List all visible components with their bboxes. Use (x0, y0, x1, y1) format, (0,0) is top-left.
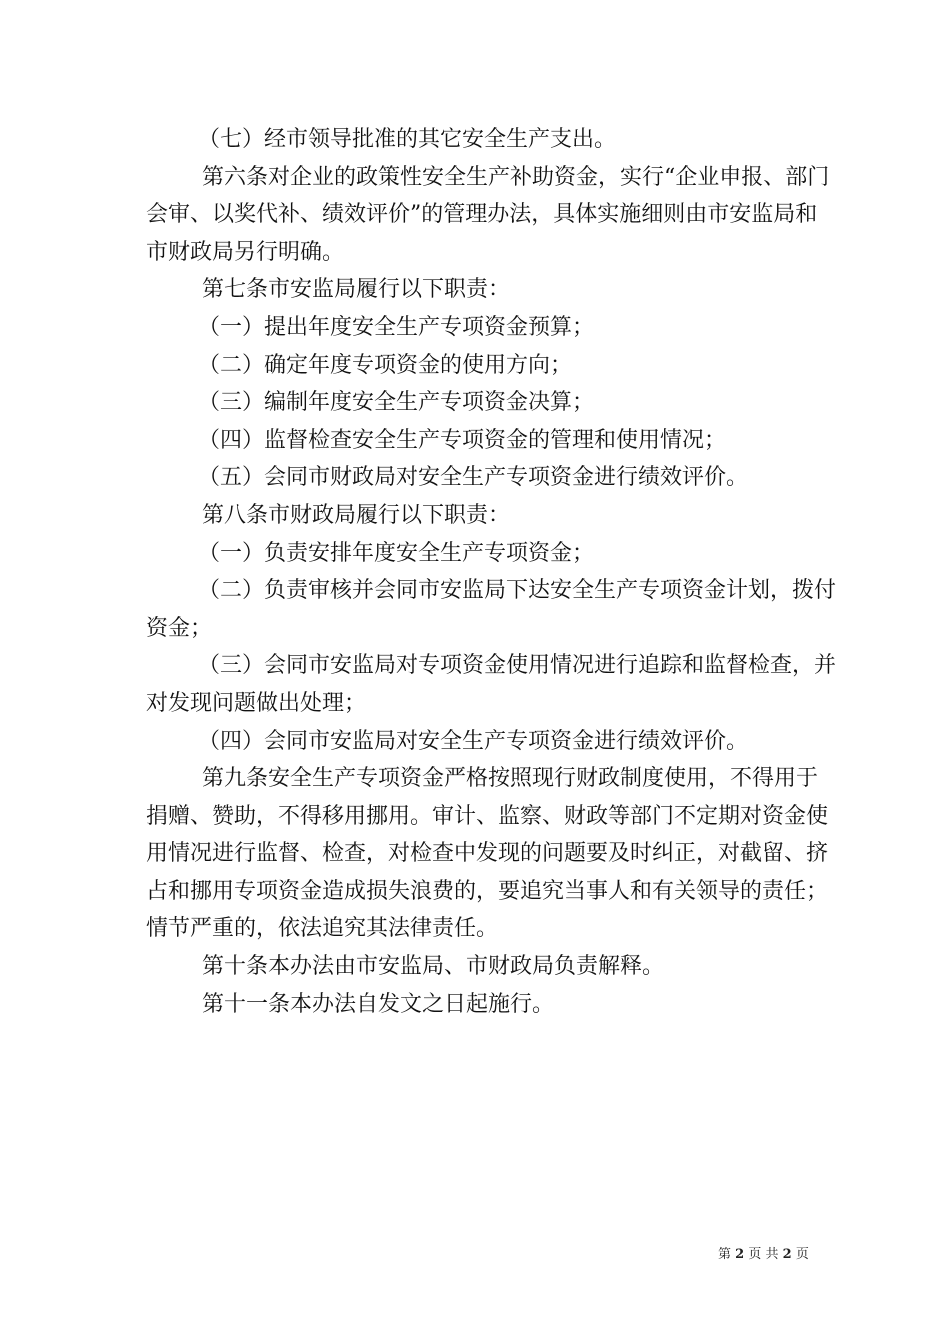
paragraph-article-8-item-1: （一）负责安排年度安全生产专项资金； (198, 540, 595, 566)
footer-prefix: 第 (718, 1247, 732, 1262)
paragraph-article-8-item-3: （三）会同市安监局对专项资金使用情况进行追踪和监督检查，并对发现问题做出处理； (146, 653, 837, 716)
paragraph-article-7: 第七条市安监局履行以下职责： (202, 277, 511, 303)
document-body (146, 121, 836, 1023)
paragraph-item-7: （七）经市领导批准的其它安全生产支出。 (198, 127, 617, 152)
paragraph-article-8-item-4: （四）会同市安监局对安全生产专项资金进行绩效评价。 (198, 728, 749, 754)
paragraph-article-7-item-5: （五）会同市财政局对安全生产专项资金进行绩效评价。 (198, 465, 749, 491)
paragraph-article-7-item-1: （一）提出年度安全生产专项资金预算； (198, 314, 595, 340)
paragraph-article-8: 第八条市财政局履行以下职责： (202, 502, 511, 528)
paragraph-article-7-item-4: （四）监督检查安全生产专项资金的管理和使用情况； (198, 427, 727, 453)
paragraph-article-10: 第十条本办法由市安监局、市财政局负责解释。 (202, 954, 665, 980)
footer-suffix: 页 (795, 1247, 809, 1262)
footer-current-page: 2 (735, 1247, 745, 1262)
paragraph-article-8-item-2: （二）负责审核并会同市安监局下达安全生产专项资金计划，拨付资金； (146, 578, 837, 641)
footer-middle: 页 共 (748, 1247, 779, 1262)
page-number-footer (718, 1247, 809, 1263)
paragraph-article-11: 第十一条本办法自发文之日起施行。 (202, 991, 555, 1017)
paragraph-article-7-item-2: （二）确定年度专项资金的使用方向； (198, 352, 573, 378)
footer-total-pages: 2 (782, 1247, 792, 1262)
paragraph-article-9: 第九条安全生产专项资金严格按照现行财政制度使用，不得用于捐赠、赞助，不得移用挪用。审计、监察、财政等部门不定期对资金使用情况进行监督、检查，对检查中发现的问题要及时纠正，对截留、挤占和挪用专项资金造成损失浪费的，要追究当事人和有关领导的责任；情节严重的，依法追究其法律责任。 (146, 766, 829, 942)
paragraph-article-6: 第六条对企业的政策性安全生产补助资金，实行“企业申报、部门会审、以奖代补、绩效评价”的管理办法，具体实施细则由市安监局和市财政局另行明确。 (146, 164, 830, 265)
paragraph-article-7-item-3: （三）编制年度安全生产专项资金决算； (198, 390, 595, 416)
